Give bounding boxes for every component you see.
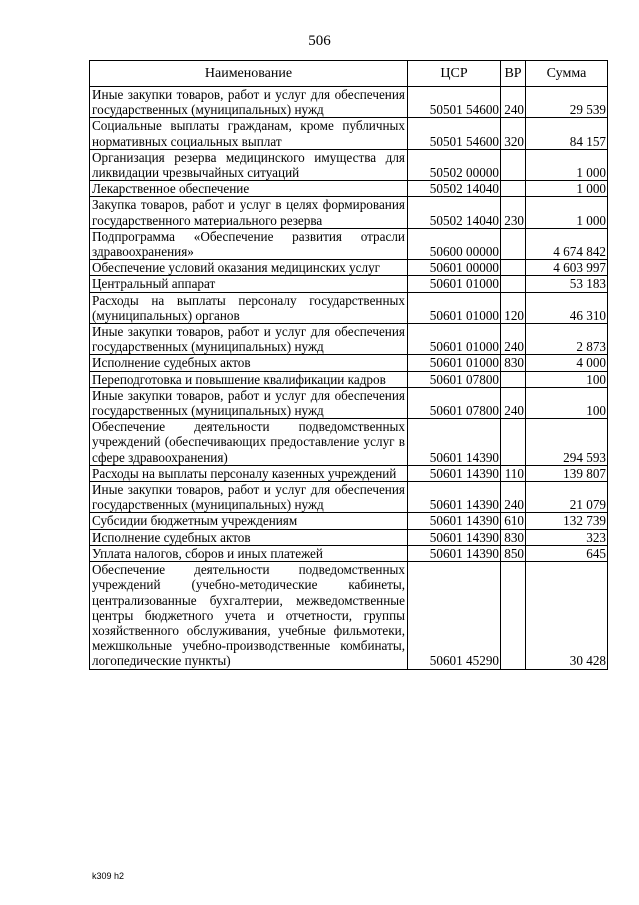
table-row bbox=[90, 197, 608, 228]
table-row bbox=[90, 260, 608, 276]
row-name: Лекарственное обеспечение bbox=[90, 181, 408, 197]
row-csr: 50501 54600 bbox=[408, 118, 501, 149]
row-vr: 850 bbox=[501, 545, 526, 561]
row-sum: 323 bbox=[526, 529, 608, 545]
row-sum: 4 000 bbox=[526, 355, 608, 371]
row-csr: 50502 14040 bbox=[408, 181, 501, 197]
row-csr: 50601 01000 bbox=[408, 276, 501, 292]
table-row bbox=[90, 149, 608, 180]
table-header-row bbox=[90, 61, 608, 87]
row-csr: 50601 14390 bbox=[408, 482, 501, 513]
row-name: Расходы на выплаты персоналу государственных (муниципальных) органов bbox=[90, 292, 408, 323]
table-row bbox=[90, 118, 608, 149]
row-name: Обеспечение условий оказания медицинских услуг bbox=[90, 260, 408, 276]
footer-code: k309 h2 bbox=[92, 871, 125, 881]
table-row bbox=[90, 465, 608, 481]
row-vr: 240 bbox=[501, 87, 526, 118]
row-sum: 29 539 bbox=[526, 87, 608, 118]
row-sum: 53 183 bbox=[526, 276, 608, 292]
row-name: Исполнение судебных актов bbox=[90, 529, 408, 545]
row-name: Обеспечение деятельности подведомственных учреждений (обеспечивающих предоставление услуг в сфере здравоохранения) bbox=[90, 419, 408, 466]
header-name: Наименование bbox=[90, 61, 408, 87]
budget-table bbox=[89, 60, 608, 670]
row-name: Субсидии бюджетным учреждениям bbox=[90, 513, 408, 529]
table-row bbox=[90, 371, 608, 387]
table-row bbox=[90, 419, 608, 466]
row-sum: 1 000 bbox=[526, 197, 608, 228]
row-csr: 50601 01000 bbox=[408, 292, 501, 323]
header-csr: ЦСР bbox=[408, 61, 501, 87]
row-name: Уплата налогов, сборов и иных платежей bbox=[90, 545, 408, 561]
row-name: Исполнение судебных актов bbox=[90, 355, 408, 371]
row-csr: 50601 07800 bbox=[408, 387, 501, 418]
row-csr: 50601 07800 bbox=[408, 371, 501, 387]
row-vr: 240 bbox=[501, 387, 526, 418]
header-vr: ВР bbox=[501, 61, 526, 87]
row-vr bbox=[501, 149, 526, 180]
table-row bbox=[90, 562, 608, 669]
row-vr: 110 bbox=[501, 465, 526, 481]
table-row bbox=[90, 529, 608, 545]
table-row bbox=[90, 387, 608, 418]
row-vr: 830 bbox=[501, 355, 526, 371]
row-sum: 1 000 bbox=[526, 149, 608, 180]
row-vr: 120 bbox=[501, 292, 526, 323]
row-sum: 294 593 bbox=[526, 419, 608, 466]
row-csr: 50601 14390 bbox=[408, 513, 501, 529]
row-sum: 4 674 842 bbox=[526, 228, 608, 259]
table-row bbox=[90, 545, 608, 561]
row-csr: 50502 14040 bbox=[408, 197, 501, 228]
row-vr bbox=[501, 276, 526, 292]
row-csr: 50601 14390 bbox=[408, 529, 501, 545]
row-name: Иные закупки товаров, работ и услуг для обеспечения государственных (муниципальных) нужд bbox=[90, 324, 408, 355]
row-name: Иные закупки товаров, работ и услуг для обеспечения государственных (муниципальных) нужд bbox=[90, 482, 408, 513]
row-sum: 30 428 bbox=[526, 562, 608, 669]
row-csr: 50501 54600 bbox=[408, 87, 501, 118]
row-name: Закупка товаров, работ и услуг в целях формирования государственного материального резерва bbox=[90, 197, 408, 228]
row-sum: 100 bbox=[526, 371, 608, 387]
header-sum: Сумма bbox=[526, 61, 608, 87]
table-row bbox=[90, 355, 608, 371]
row-name: Центральный аппарат bbox=[90, 276, 408, 292]
row-sum: 645 bbox=[526, 545, 608, 561]
row-sum: 2 873 bbox=[526, 324, 608, 355]
row-vr bbox=[501, 419, 526, 466]
table-row bbox=[90, 228, 608, 259]
row-sum: 139 807 bbox=[526, 465, 608, 481]
row-sum: 132 739 bbox=[526, 513, 608, 529]
row-vr: 230 bbox=[501, 197, 526, 228]
row-name: Обеспечение деятельности подведомственных учреждений (учебно-методические кабинеты, централизованные бухгалтерии, межведомственные центры бюджетного учета и отчетности, группы хозяйственного обслуживания, учебные фильмотеки, межшкольные учебно-производственные комбинаты, логопедические пункты) bbox=[90, 562, 408, 669]
row-vr bbox=[501, 371, 526, 387]
table-row bbox=[90, 181, 608, 197]
row-sum: 46 310 bbox=[526, 292, 608, 323]
row-sum: 21 079 bbox=[526, 482, 608, 513]
row-csr: 50601 14390 bbox=[408, 465, 501, 481]
row-vr bbox=[501, 562, 526, 669]
row-vr: 240 bbox=[501, 482, 526, 513]
table-row bbox=[90, 87, 608, 118]
row-name: Организация резерва медицинского имущества для ликвидации чрезвычайных ситуаций bbox=[90, 149, 408, 180]
table-row bbox=[90, 292, 608, 323]
row-vr bbox=[501, 181, 526, 197]
budget-table-container bbox=[89, 60, 608, 670]
table-row bbox=[90, 276, 608, 292]
row-sum: 84 157 bbox=[526, 118, 608, 149]
page-number: 506 bbox=[308, 33, 331, 49]
row-csr: 50601 00000 bbox=[408, 260, 501, 276]
row-csr: 50601 01000 bbox=[408, 324, 501, 355]
table-row bbox=[90, 513, 608, 529]
row-vr: 240 bbox=[501, 324, 526, 355]
row-vr bbox=[501, 260, 526, 276]
row-vr bbox=[501, 228, 526, 259]
row-vr: 610 bbox=[501, 513, 526, 529]
row-csr: 50601 14390 bbox=[408, 545, 501, 561]
row-csr: 50601 01000 bbox=[408, 355, 501, 371]
row-name: Иные закупки товаров, работ и услуг для обеспечения государственных (муниципальных) нужд bbox=[90, 387, 408, 418]
row-vr: 830 bbox=[501, 529, 526, 545]
row-name: Социальные выплаты гражданам, кроме публичных нормативных социальных выплат bbox=[90, 118, 408, 149]
row-csr: 50601 14390 bbox=[408, 419, 501, 466]
table-row bbox=[90, 482, 608, 513]
row-sum: 4 603 997 bbox=[526, 260, 608, 276]
row-csr: 50600 00000 bbox=[408, 228, 501, 259]
table-row bbox=[90, 324, 608, 355]
row-name: Иные закупки товаров, работ и услуг для обеспечения государственных (муниципальных) нужд bbox=[90, 87, 408, 118]
row-name: Переподготовка и повышение квалификации кадров bbox=[90, 371, 408, 387]
row-vr: 320 bbox=[501, 118, 526, 149]
row-csr: 50601 45290 bbox=[408, 562, 501, 669]
row-name: Расходы на выплаты персоналу казенных учреждений bbox=[90, 465, 408, 481]
row-csr: 50502 00000 bbox=[408, 149, 501, 180]
row-sum: 100 bbox=[526, 387, 608, 418]
row-name: Подпрограмма «Обеспечение развития отрасли здравоохранения» bbox=[90, 228, 408, 259]
row-sum: 1 000 bbox=[526, 181, 608, 197]
